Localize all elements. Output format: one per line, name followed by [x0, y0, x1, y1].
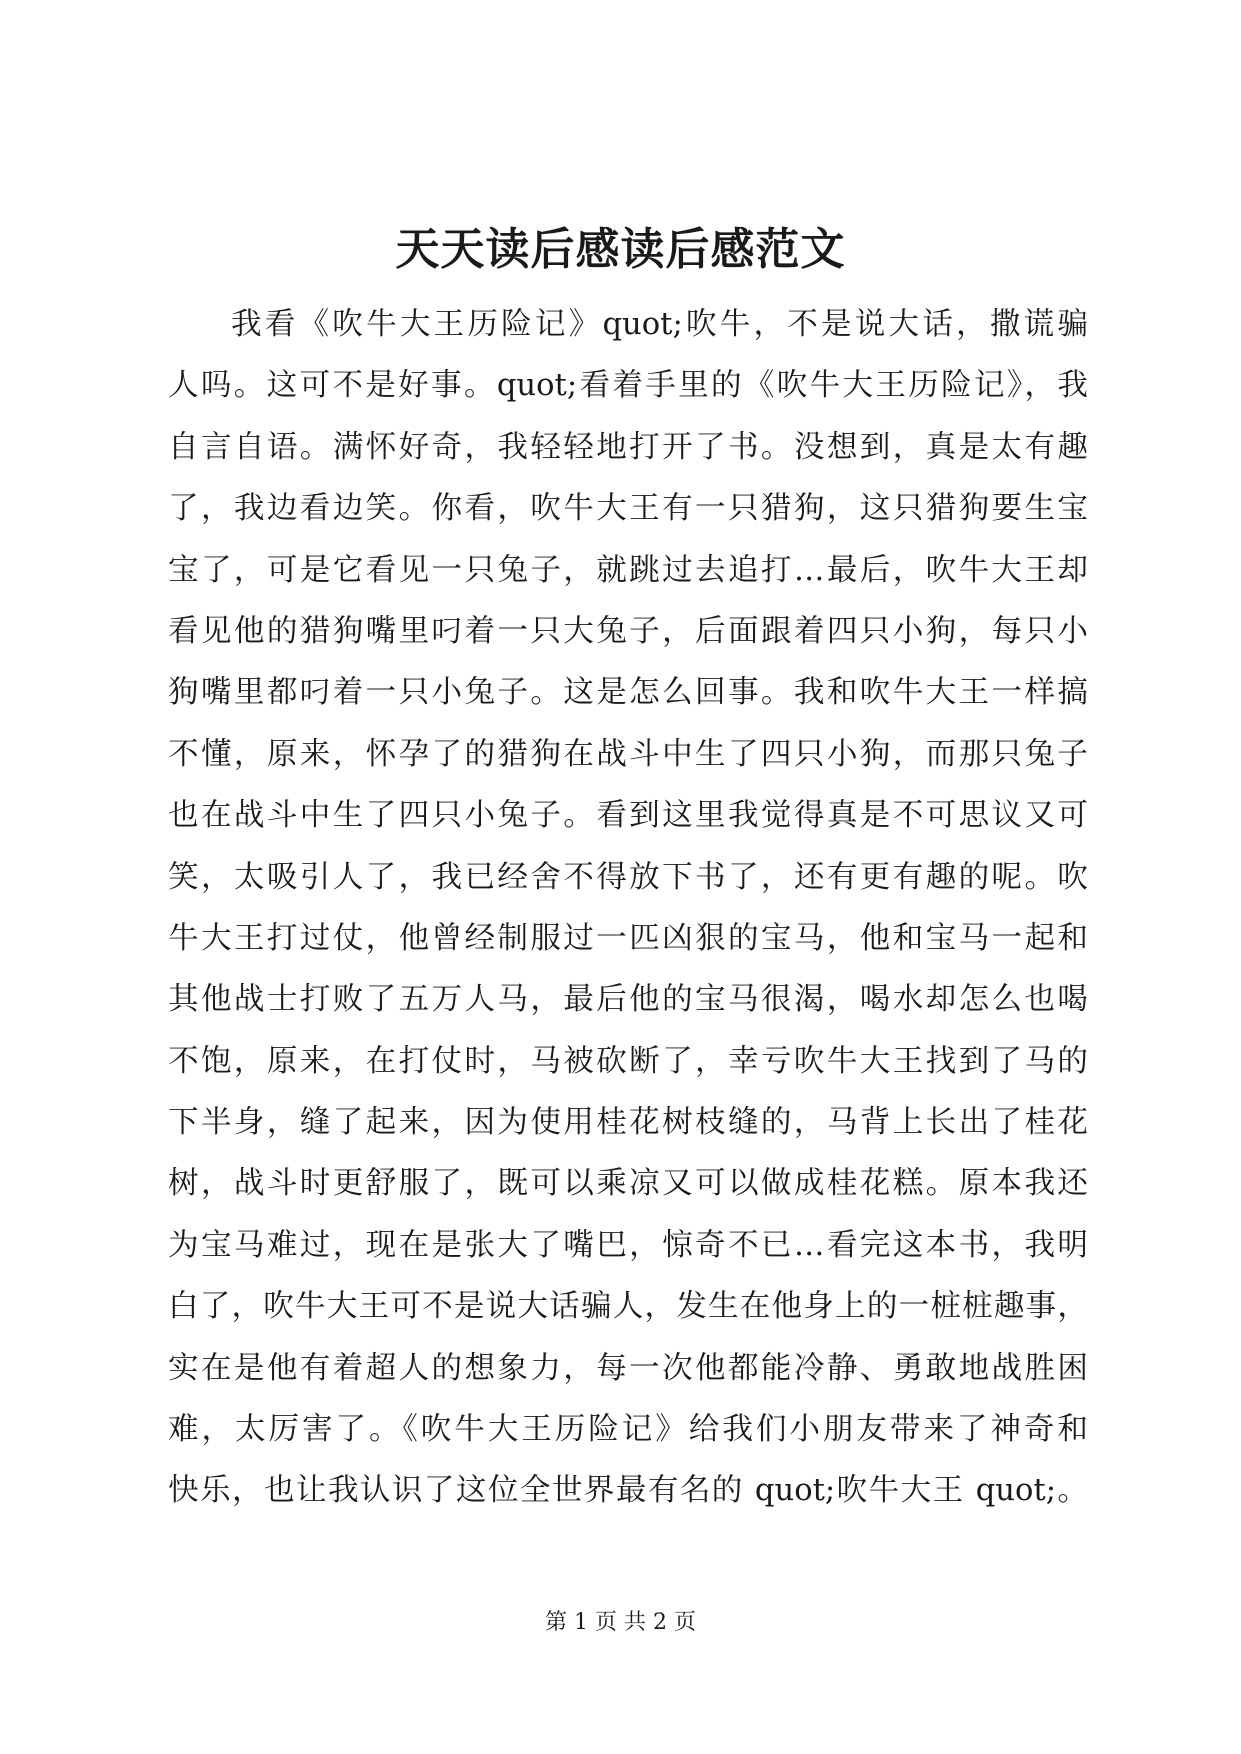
text-line: 树，战斗时更舒服了，既可以乘凉又可以做成桂花糕。原本我还 [168, 1166, 1088, 1202]
text-line: 狗嘴里都叼着一只小兔子。这是怎么回事。我和吹牛大王一样搞 [168, 675, 1088, 711]
document-title: 天天读后感读后感范文 [395, 224, 846, 275]
text-line: 牛大王打过仗，他曾经制服过一匹凶狠的宝马，他和宝马一起和 [168, 920, 1088, 956]
text-line: 快乐，也让我认识了这位全世界最有名的 quot;吹牛大王 quot;。 [168, 1473, 1088, 1509]
text-line: 难，太厉害了。《吹牛大王历险记》给我们小朋友带来了神奇和 [168, 1412, 1088, 1448]
text-line: 实在是他有着超人的想象力，每一次他都能冷静、勇敢地战胜困 [168, 1350, 1088, 1386]
text-line: 其他战士打败了五万人马，最后他的宝马很渴，喝水却怎么也喝 [168, 982, 1088, 1018]
text-line: 不饱，原来，在打仗时，马被砍断了，幸亏吹牛大王找到了马的 [168, 1043, 1088, 1079]
page-number-footer: 第 1 页 共 2 页 [545, 1610, 696, 1635]
body-paragraph [168, 294, 1088, 1522]
text-line: 也在战斗中生了四只小兔子。看到这里我觉得真是不可思议又可 [168, 798, 1088, 834]
text-line: 不懂，原来，怀孕了的猎狗在战斗中生了四只小狗，而那只兔子 [168, 736, 1088, 772]
text-line: 宝了，可是它看见一只兔子，就跳过去追打…最后，吹牛大王却 [168, 552, 1088, 588]
text-line: 白了，吹牛大王可不是说大话骗人，发生在他身上的一桩桩趣事， [168, 1289, 1088, 1325]
text-line: 自言自语。满怀好奇，我轻轻地打开了书。没想到，真是太有趣 [168, 429, 1088, 465]
text-line: 我看《吹牛大王历险记》quot;吹牛，不是说大话，撒谎骗 [231, 307, 1088, 342]
text-line: 下半身，缝了起来，因为使用桂花树枝缝的，马背上长出了桂花 [168, 1105, 1088, 1141]
text-line: 笑，太吸引人了，我已经舍不得放下书了，还有更有趣的呢。吹 [168, 859, 1088, 895]
text-line: 看见他的猎狗嘴里叼着一只大兔子，后面跟着四只小狗，每只小 [168, 613, 1088, 649]
text-line: 人吗。这可不是好事。quot;看着手里的《吹牛大王历险记》，我 [168, 368, 1088, 404]
text-line: 了，我边看边笑。你看，吹牛大王有一只猎狗，这只猎狗要生宝 [168, 491, 1088, 527]
text-line: 为宝马难过，现在是张大了嘴巴，惊奇不已…看完这本书，我明 [168, 1227, 1088, 1263]
